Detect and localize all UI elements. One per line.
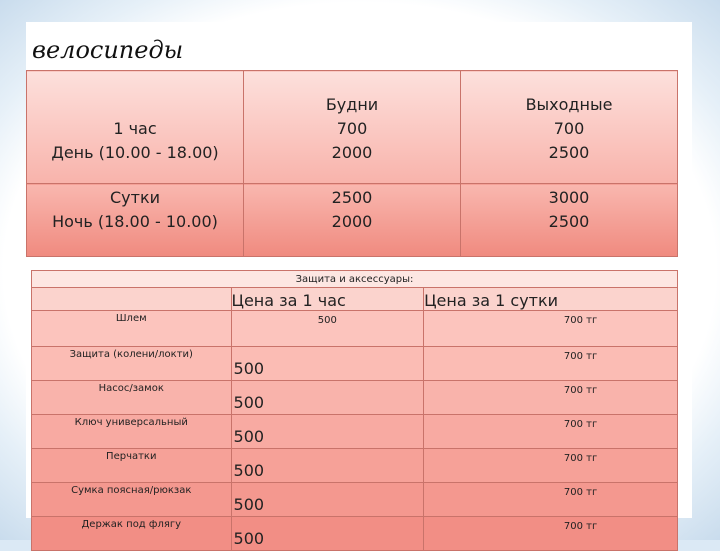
label-line: День (10.00 - 18.00) — [51, 143, 219, 162]
table-row — [32, 415, 678, 449]
weekday-value: 2500 — [331, 188, 373, 207]
item-day-price: 700 тг — [424, 449, 678, 483]
table-row — [27, 71, 678, 184]
table-subheader-row — [32, 288, 678, 311]
item-name: Защита (колени/локти) — [32, 347, 232, 381]
table-heading-row — [32, 271, 678, 288]
accessories-table — [31, 270, 678, 551]
item-day-price: 700 тг — [424, 415, 678, 449]
item-hour-price: 500 — [231, 449, 424, 483]
table-row — [32, 381, 678, 415]
table-cell — [244, 184, 461, 257]
weekday-header: Будни — [325, 95, 379, 114]
item-day-price: 700 тг — [424, 381, 678, 415]
item-name: Держак под флягу — [32, 517, 232, 551]
weekday-value: 700 — [336, 119, 368, 138]
item-hour-price: 500 — [231, 483, 424, 517]
weekend-value: 700 — [553, 119, 585, 138]
item-hour-price: 500 — [231, 381, 424, 415]
table-row — [32, 347, 678, 381]
weekday-value: 2000 — [331, 212, 373, 231]
weekend-value: 2500 — [548, 212, 590, 231]
label-line: Сутки — [109, 188, 161, 207]
table-cell — [32, 288, 232, 311]
table-row — [32, 483, 678, 517]
bike-price-table — [26, 70, 678, 257]
item-name: Насос/замок — [32, 381, 232, 415]
table-row — [32, 311, 678, 347]
item-hour-price: 500 — [231, 517, 424, 551]
weekend-value: 2500 — [548, 143, 590, 162]
label-line: Ночь (18.00 - 10.00) — [52, 212, 218, 231]
item-hour-price: 500 — [231, 311, 424, 347]
table-row — [27, 184, 678, 257]
page-title: велосипеды — [30, 33, 168, 67]
table-cell — [461, 71, 678, 184]
item-name: Ключ универсальный — [32, 415, 232, 449]
item-name: Сумка поясная/рюкзак — [32, 483, 232, 517]
column-header-hour: Цена за 1 час — [231, 288, 424, 311]
table-row — [32, 517, 678, 551]
item-hour-price: 500 — [231, 415, 424, 449]
weekday-value: 2000 — [331, 143, 373, 162]
weekend-value: 3000 — [548, 188, 590, 207]
column-header-day: Цена за 1 сутки — [424, 288, 678, 311]
table-cell — [27, 71, 244, 184]
table-row — [32, 449, 678, 483]
item-day-price: 700 тг — [424, 347, 678, 381]
item-day-price: 700 тг — [424, 311, 678, 347]
item-day-price: 700 тг — [424, 517, 678, 551]
table-cell — [461, 184, 678, 257]
accessories-heading: Защита и аксессуары: — [32, 271, 678, 288]
table-cell — [27, 184, 244, 257]
item-name: Перчатки — [32, 449, 232, 483]
item-hour-price: 500 — [231, 347, 424, 381]
table-cell — [244, 71, 461, 184]
weekend-header: Выходные — [525, 95, 613, 114]
item-name: Шлем — [32, 311, 232, 347]
label-line: 1 час — [113, 119, 157, 138]
item-day-price: 700 тг — [424, 483, 678, 517]
